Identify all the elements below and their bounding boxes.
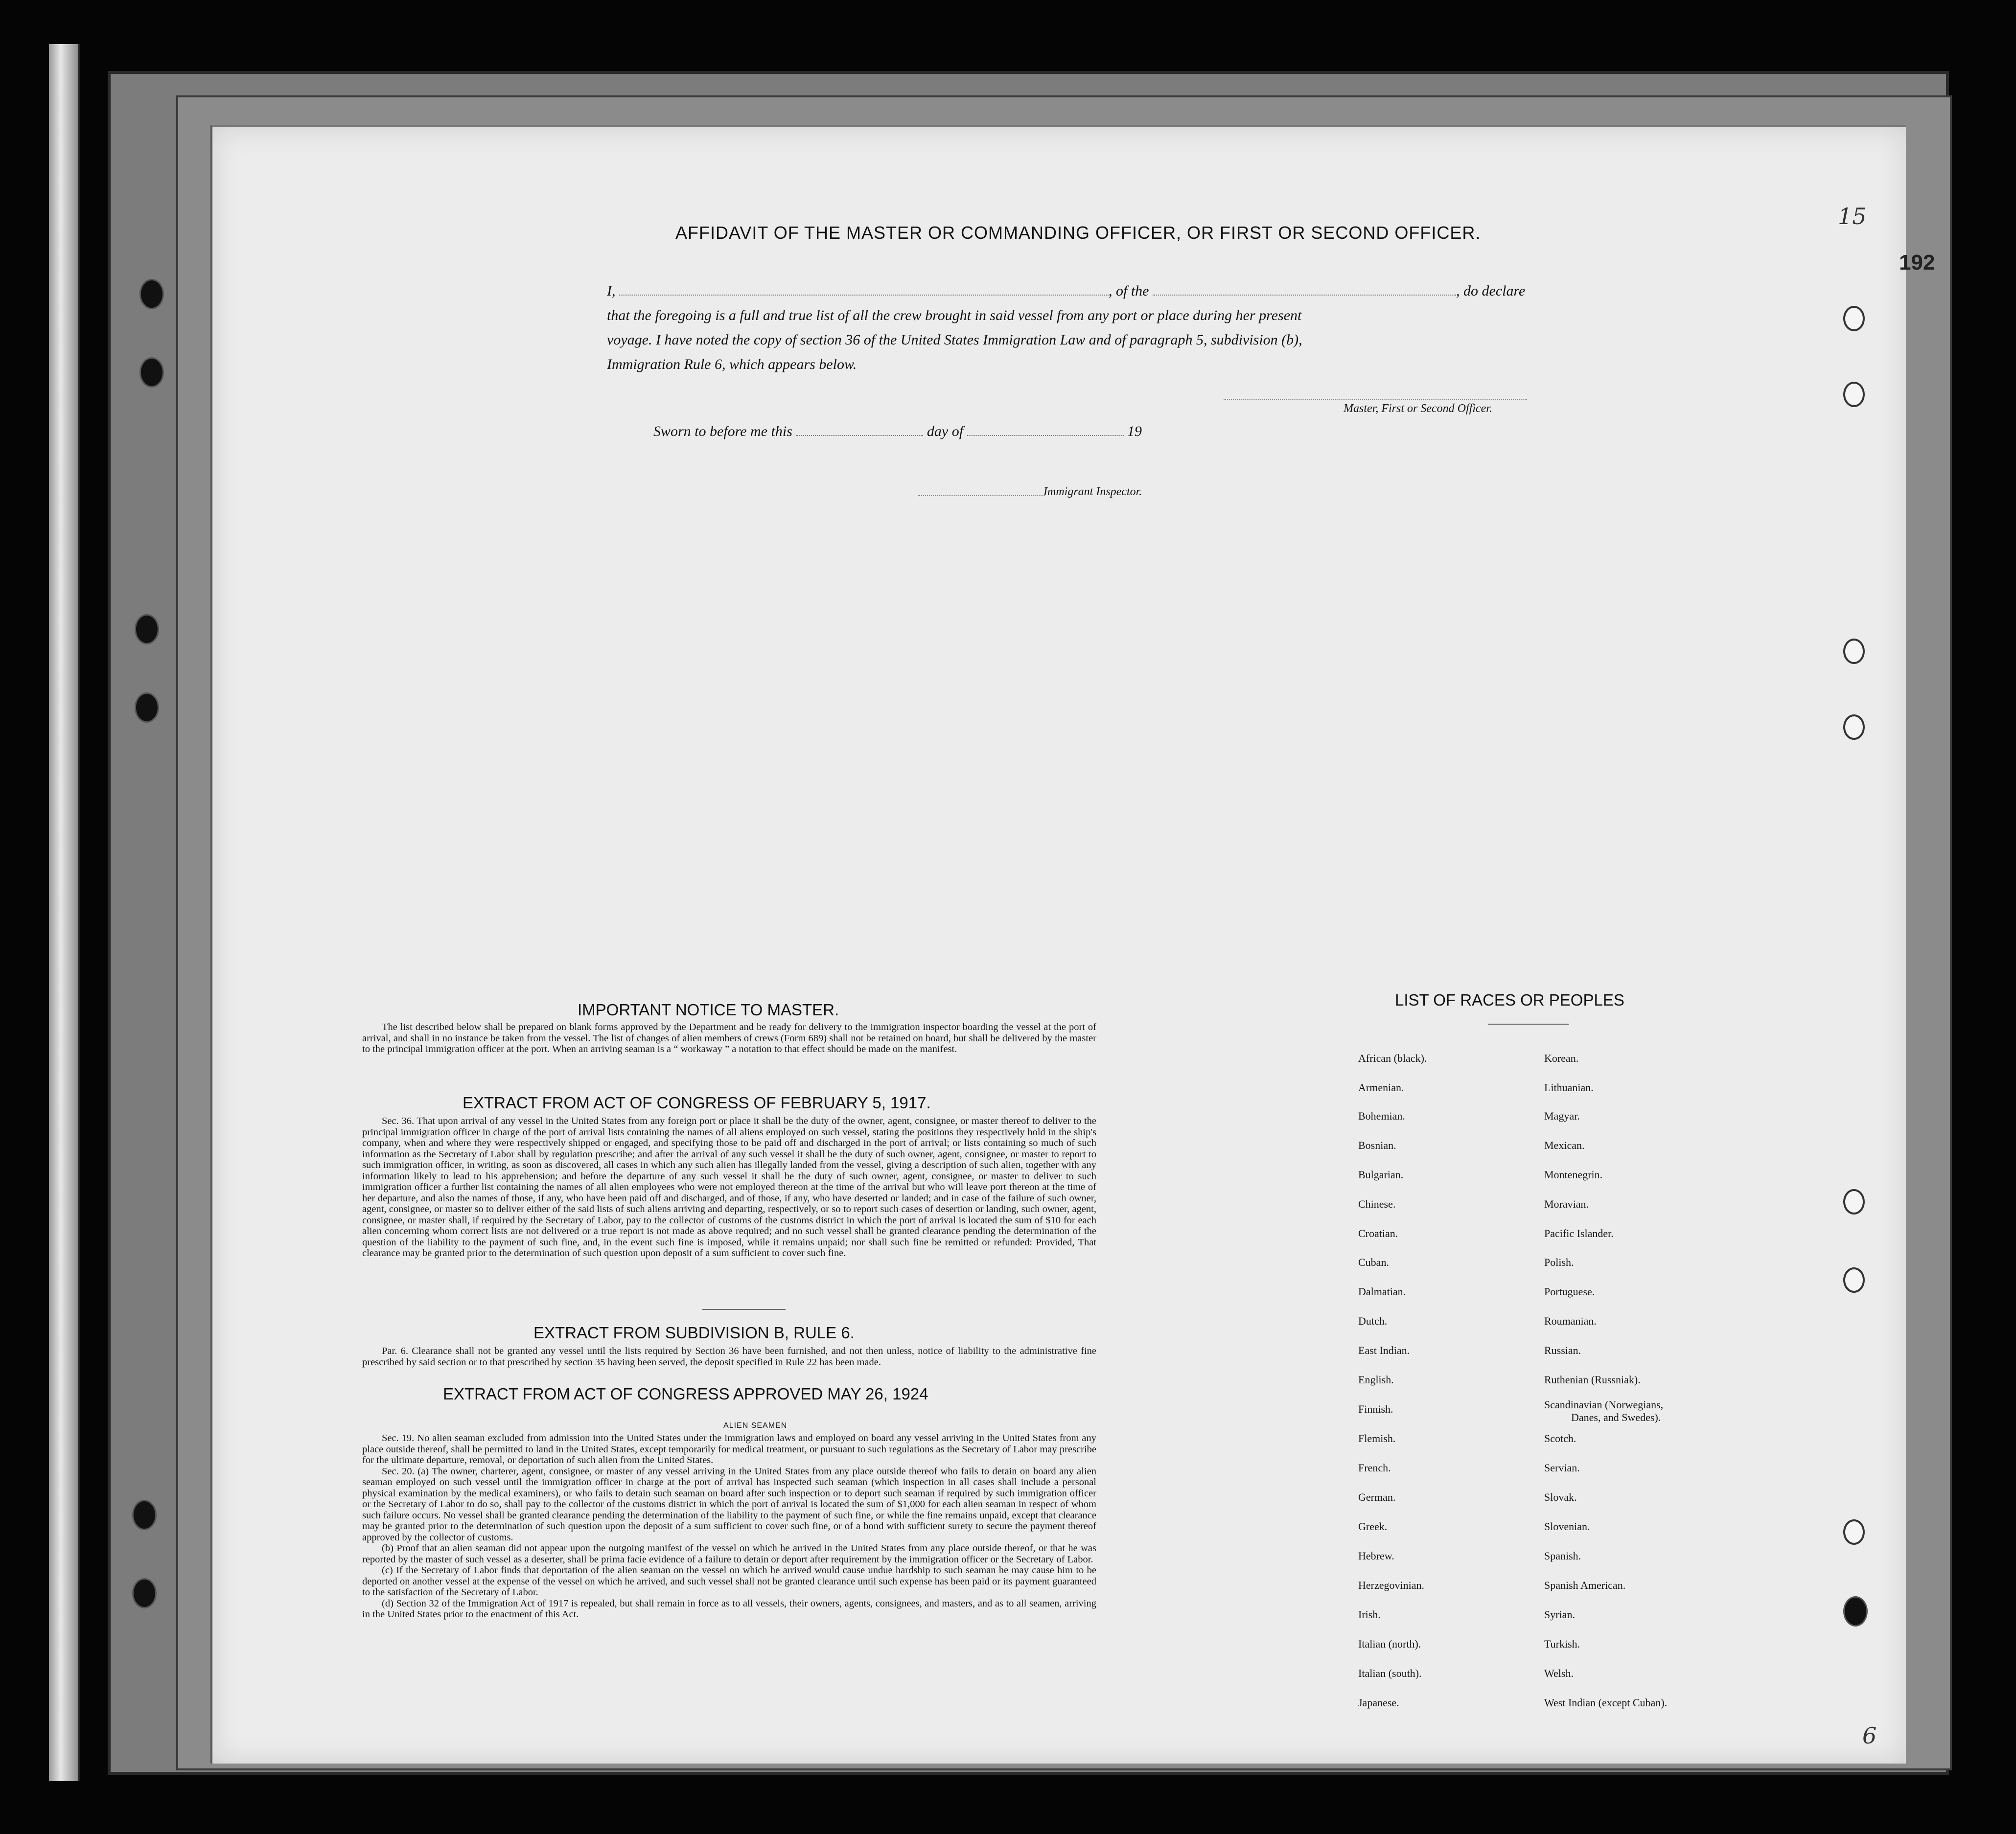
race-entry: Portuguese. xyxy=(1544,1285,1595,1298)
master-signature-label: Master, First or Second Officer. xyxy=(1344,402,1492,415)
page-number: 192 xyxy=(1899,251,1935,275)
race-entry: Dalmatian. xyxy=(1358,1285,1406,1298)
divider xyxy=(702,1309,786,1310)
race-entry: Herzegovinian. xyxy=(1358,1579,1424,1591)
race-entry: Ruthenian (Russniak). xyxy=(1544,1374,1641,1386)
punch-hole xyxy=(139,279,164,309)
race-entry: Japanese. xyxy=(1358,1696,1399,1709)
act-1924-text xyxy=(362,1433,1096,1620)
act-1924-paragraph: (b) Proof that an alien seaman did not appear upon the outgoing manifest of the vessel on which he arrived in the United States from any place outside thereof, or that he was reported by the master of such vessel as a deserter, shall be prima facie evidence of a failure to detain or deport after requirement by the immigration officer or the Secretary of Labor. xyxy=(362,1543,1096,1565)
race-entry: Hebrew. xyxy=(1358,1550,1394,1562)
race-entry: English. xyxy=(1358,1374,1394,1386)
inspector-label: Immigrant Inspector. xyxy=(1043,485,1142,498)
punch-hole xyxy=(1843,1596,1868,1627)
year-label: 19 xyxy=(1127,423,1142,439)
race-entry: Turkish. xyxy=(1544,1638,1580,1650)
race-entry: Italian (north). xyxy=(1358,1638,1421,1650)
notice-text xyxy=(362,1022,1096,1055)
race-entry: Syrian. xyxy=(1544,1608,1575,1621)
rule-6-text xyxy=(362,1346,1096,1368)
master-signature-line[interactable] xyxy=(1224,399,1527,400)
rule-6-heading: EXTRACT FROM SUBDIVISION B, RULE 6. xyxy=(533,1324,855,1342)
punch-hole xyxy=(132,1500,157,1530)
race-entry: Slovenian. xyxy=(1544,1520,1590,1533)
notice-paragraph: The list described below shall be prepared on blank forms approved by the Department and be ready for delivery to the immigration inspector boarding the vessel at the port of arrival, and shall in no instance be taken from the vessel. The list of changes of alien members of crews (Form 689) shall not be retained on board, but shall be delivered by the master to the principal immigration officer at the port. When an arriving seaman is a “ workaway ” a notation to that effect should be made on the manifest. xyxy=(362,1022,1096,1055)
day-of-label: day of xyxy=(927,423,964,439)
divider xyxy=(1488,1024,1569,1025)
race-entry: Magyar. xyxy=(1544,1110,1580,1122)
declaration-line: voyage. I have noted the copy of section 36 of the United States Immigration Law and of paragraph 5, subdivision (b), xyxy=(607,332,1302,348)
sworn-label: Sworn to before me this xyxy=(653,423,792,439)
punch-hole xyxy=(139,357,164,388)
race-entry: Welsh. xyxy=(1544,1667,1574,1679)
sworn-day-field[interactable] xyxy=(796,435,923,436)
punch-hole xyxy=(1843,639,1865,664)
act-1924-paragraph: (c) If the Secretary of Labor finds that deportation of the alien seaman on the vessel on which he arrived would cause undue hardship to such seaman he may cause him to be deported on another vessel at the expense of the vessel on which he arrived, and such vessel shall not be granted clearance until such expense has been paid or its payment guaranteed to the satisfaction of the Secretary of Labor. xyxy=(362,1565,1096,1598)
race-entry: Polish. xyxy=(1544,1256,1574,1268)
of-the-label: , of the xyxy=(1109,283,1149,299)
binder-edge xyxy=(49,44,80,1781)
race-entry: Armenian. xyxy=(1358,1081,1404,1094)
race-entry: Scotch. xyxy=(1544,1432,1576,1444)
race-entry: Bulgarian. xyxy=(1358,1169,1404,1181)
race-entry: Korean. xyxy=(1544,1052,1579,1064)
vessel-name-field[interactable] xyxy=(1153,295,1456,296)
race-entry: Greek. xyxy=(1358,1520,1388,1533)
sworn-month-field[interactable] xyxy=(967,435,1124,436)
race-entry: Montenegrin. xyxy=(1544,1169,1603,1181)
handwritten-mark: 6 xyxy=(1862,1722,1877,1749)
punch-hole xyxy=(135,614,159,644)
punch-hole xyxy=(1843,382,1865,407)
race-entry: Russian. xyxy=(1544,1344,1581,1356)
rule-6-paragraph: Par. 6. Clearance shall not be granted any vessel until the lists required by Section 36 have been furnished, and not then unless, notice of liability to the administrative fine prescribed by said section or to that prescribed by section 35 having been served, the deposit specified in Rule 22 has been made. xyxy=(362,1346,1096,1368)
races-heading: LIST OF RACES OR PEOPLES xyxy=(1395,991,1624,1009)
race-entry: Dutch. xyxy=(1358,1315,1388,1327)
race-entry: Slovak. xyxy=(1544,1491,1577,1503)
race-entry: Cuban. xyxy=(1358,1256,1389,1268)
i-label: I, xyxy=(607,283,616,299)
punch-hole xyxy=(1843,1189,1865,1215)
race-entry: Mexican. xyxy=(1544,1139,1585,1151)
act-1924-subheading: ALIEN SEAMEN xyxy=(723,1421,788,1430)
act-1917-heading: EXTRACT FROM ACT OF CONGRESS OF FEBRUARY 5, 1917. xyxy=(463,1094,931,1112)
race-entry: Spanish American. xyxy=(1544,1579,1626,1591)
act-1924-paragraph: Sec. 20. (a) The owner, charterer, agent, consignee, or master of any vessel arriving in the United States from any place outside thereof who fails to detain on board any alien seaman employed on such vessel until the immigration officer in charge at the port of arrival has inspected such seaman (which inspection in all cases shall include a personal physical examination by the medical examiners), or who fails to detain such seaman on board after such inspection or to deport such seaman if required by such immigration officer or the Secretary of Labor to do so, shall pay to the collector of the customs district in which the port of arrival is located the sum of $1,000 for each alien seaman in respect of whom such failure occurs. No vessel shall be granted clearance pending the determination of the liability to the payment of such fine, or while the fine remains unpaid, except that clearance may be granted prior to the determination of such question upon the deposit of a sum sufficient to cover such fine, or of a bond with sufficient surety to secure the payment thereof approved by the collector of customs. xyxy=(362,1466,1096,1543)
act-1917-text xyxy=(362,1116,1096,1259)
punch-hole xyxy=(1843,1267,1865,1293)
do-declare-label: , do declare xyxy=(1456,283,1526,299)
master-name-field[interactable] xyxy=(619,295,1109,296)
affidavit-title: AFFIDAVIT OF THE MASTER OR COMMANDING OFFICER, OR FIRST OR SECOND OFFICER. xyxy=(675,223,1481,243)
punch-hole xyxy=(1843,1519,1865,1545)
punch-hole xyxy=(1843,714,1865,740)
race-entry: Moravian. xyxy=(1544,1198,1589,1210)
race-entry: East Indian. xyxy=(1358,1344,1410,1356)
race-entry: Spanish. xyxy=(1544,1550,1581,1562)
race-entry: Finnish. xyxy=(1358,1403,1393,1415)
race-entry: Flemish. xyxy=(1358,1432,1396,1444)
race-entry: Pacific Islander. xyxy=(1544,1227,1614,1239)
notice-heading: IMPORTANT NOTICE TO MASTER. xyxy=(578,1001,839,1019)
race-entry: Danes, and Swedes). xyxy=(1571,1411,1661,1423)
act-1917-paragraph: Sec. 36. That upon arrival of any vessel in the United States from any foreign port or place it shall be the duty of the owner, agent, consignee, or master thereof to deliver to the principal immigration officer in charge of the port of arrival lists containing the names of all aliens employed on such vessel, stating the positions they respectively hold in the ship's company, when and where they were respectively shipped or engaged, and specifying those to be paid off and discharged in the port of arrival; or lists containing so much of such information as the Secretary of Labor shall by regulation prescribe; and after the arrival of any such vessel it shall be the duty of such owner, agent, consignee, or master to report to such immigration officer, in writing, as soon as discovered, all cases in which any such alien has illegally landed from the vessel, giving a description of such alien, together with any information likely to lead to his apprehension; and before the departure of any such vessel it shall be the duty of such owner, agent, consignee, or master to deliver to such immigration officer a further list containing the names of all alien employees who were not employed thereon at the time of the arrival but who will leave port thereon at the time of her departure, and also the names of those, if any, who have been paid off and discharged, and of those, if any, who have deserted or landed; and in case of the failure of such owner, agent, consignee, or master so to deliver either of the said lists of such aliens arriving and departing, respectively, or so to report such cases of desertion or landing, such owner, agent, consignee, or master shall, if required by the Secretary of Labor, pay to the collector of customs of the customs district in which the port of arrival is located the sum of $10 for each alien concerning whom correct lists are not delivered or a true report is not made as above required; and no such vessel shall be granted clearance pending the determination of the question of the liability to the payment of such fine, and, in the event such fine is imposed, while it remains unpaid; nor shall such fine be remitted or refunded: Provided, That clearance may be granted prior to the determination of such question upon deposit of a sum sufficient to cover such fine. xyxy=(362,1116,1096,1259)
act-1924-paragraph: Sec. 19. No alien seaman excluded from admission into the United States under the immigration laws and employed on board any vessel arriving in the United States from any place outside thereof, shall be permitted to land in the United States, except temporarily for medical treatment, or pursuant to such regulations as the Secretary of Labor may prescribe for the ultimate departure, removal, or deportation of such alien from the United States. xyxy=(362,1433,1096,1466)
punch-hole xyxy=(132,1578,157,1608)
race-entry: Italian (south). xyxy=(1358,1667,1422,1679)
race-entry: Irish. xyxy=(1358,1608,1381,1621)
race-entry: African (black). xyxy=(1358,1052,1427,1064)
race-entry: Croatian. xyxy=(1358,1227,1398,1239)
race-entry: Lithuanian. xyxy=(1544,1081,1594,1094)
punch-hole xyxy=(1843,306,1865,331)
race-entry: German. xyxy=(1358,1491,1396,1503)
race-entry: French. xyxy=(1358,1462,1391,1474)
race-entry: West Indian (except Cuban). xyxy=(1544,1696,1668,1709)
declaration-text xyxy=(607,279,1625,377)
handwritten-mark: 15 xyxy=(1838,203,1867,229)
race-entry: Chinese. xyxy=(1358,1198,1396,1210)
race-entry: Roumanian. xyxy=(1544,1315,1597,1327)
race-entry: Bosnian. xyxy=(1358,1139,1396,1151)
act-1924-heading: EXTRACT FROM ACT OF CONGRESS APPROVED MAY 26, 1924 xyxy=(443,1385,928,1403)
sworn-line xyxy=(653,423,1142,440)
punch-hole xyxy=(135,692,159,723)
race-entry: Bohemian. xyxy=(1358,1110,1405,1122)
declaration-line: that the foregoing is a full and true list of all the crew brought in said vessel from any port or place during her present xyxy=(607,307,1302,323)
race-entry: Scandinavian (Norwegians, xyxy=(1544,1398,1664,1411)
inspector-signature-line[interactable] xyxy=(918,495,1045,496)
race-entry: Servian. xyxy=(1544,1462,1580,1474)
act-1924-paragraph: (d) Section 32 of the Immigration Act of 1917 is repealed, but shall remain in force as to all vessels, their owners, agents, consignees, and masters, and as to all seamen, arriving in the United States prior to the enactment of this Act. xyxy=(362,1598,1096,1620)
declaration-line: Immigration Rule 6, which appears below. xyxy=(607,356,857,372)
